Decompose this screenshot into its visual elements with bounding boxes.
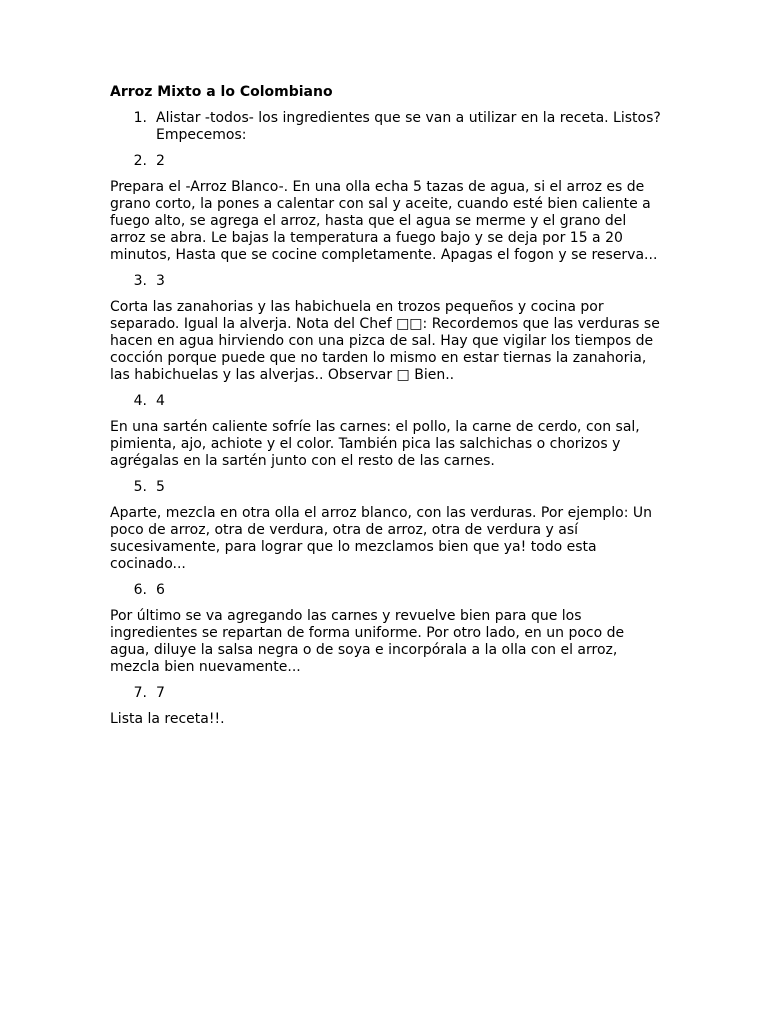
list-item-step-2 xyxy=(110,153,662,170)
list-item-step-4 xyxy=(110,393,662,410)
step-number: 4. xyxy=(133,393,147,409)
step-text: 3 xyxy=(156,273,165,289)
step-text: 5 xyxy=(156,479,165,495)
list-item-step-6 xyxy=(110,582,662,599)
step-text: Alistar -todos- los ingredientes que se van a utilizar en la receta. Listos? Empecemos: xyxy=(156,110,661,143)
step-number: 1. xyxy=(133,110,147,126)
list-item-step-5 xyxy=(110,479,662,496)
step-number: 7. xyxy=(133,685,147,701)
paragraph-step-2: Prepara el -Arroz Blanco-. En una olla echa 5 tazas de agua, si el arroz es de grano corto, la pones a calentar con sal y aceite, cuando esté bien caliente a fuego alto, se agrega el arroz, hasta que el agua se merme y el grano del arroz se abra. Le bajas la temperatura a fuego bajo y se deja por 15 a 20 minutos, Hasta que se cocine completamente. Apagas el fogon y se reserva... xyxy=(110,179,658,263)
step-text: 4 xyxy=(156,393,165,409)
step-text: 6 xyxy=(156,582,165,598)
list-item-step-7 xyxy=(110,685,662,702)
step-text: 7 xyxy=(156,685,165,701)
paragraph-step-5: Aparte, mezcla en otra olla el arroz blanco, con las verduras. Por ejemplo: Un poco de arroz, otra de verdura, otra de arroz, otra de verdura y así sucesivamente, para lograr que lo mezclamos bien que ya! todo esta cocinado... xyxy=(110,505,653,572)
paragraph-step-4: En una sartén caliente sofríe las carnes: el pollo, la carne de cerdo, con sal, pimienta, ajo, achiote y el color. También pica las salchichas o chorizos y agrégalas en la sartén junto con el resto de las carnes. xyxy=(110,419,640,469)
document-page xyxy=(110,84,662,737)
step-number: 6. xyxy=(133,582,147,598)
step-text: 2 xyxy=(156,153,165,169)
paragraph-step-3: Corta las zanahorias y las habichuela en trozos pequeños y cocina por separado. Igual la alverja. Nota del Chef □□: Recordemos que las verduras se hacen en agua hirviendo con una pizca de sal. Hay que vigilar los tiempos de cocción porque puede que no tarden lo mismo en estar tiernas la zanahoria, las habichuelas y las alverjas.. Observar □ Bien.. xyxy=(110,299,660,383)
step-number: 5. xyxy=(133,479,147,495)
document-title: Arroz Mixto a lo Colombiano xyxy=(110,84,333,100)
step-number: 3. xyxy=(133,273,147,289)
list-item-step-1 xyxy=(110,110,662,144)
paragraph-step-7: Lista la receta!!. xyxy=(110,711,225,727)
paragraph-step-6: Por último se va agregando las carnes y revuelve bien para que los ingredientes se repartan de forma uniforme. Por otro lado, en un poco de agua, diluye la salsa negra o de soya e incorpórala a la olla con el arroz, mezcla bien nuevamente... xyxy=(110,608,625,675)
list-item-step-3 xyxy=(110,273,662,290)
step-number: 2. xyxy=(133,153,147,169)
